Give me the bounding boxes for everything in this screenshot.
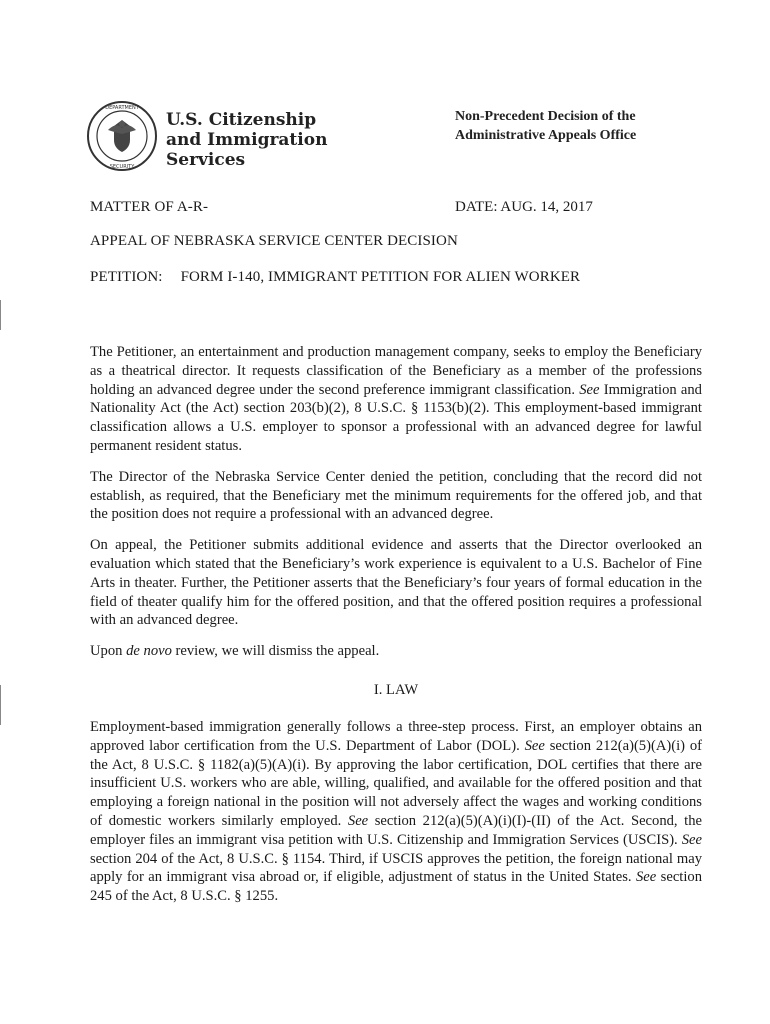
petition-value: FORM I-140, IMMIGRANT PETITION FOR ALIEN WORKER: [180, 269, 581, 285]
paragraph: The Director of the Nebraska Service Center denied the petition, concluding that the record did not establish, as required, that the Beneficiary met the minimum requirements for the offered job, and that the position does not require a professional with an advanced degree.: [90, 468, 702, 523]
svg-text:DEPARTMENT: DEPARTMENT: [105, 105, 139, 111]
agency-line: and Immigration: [166, 130, 328, 150]
paragraph: On appeal, the Petitioner submits additional evidence and asserts that the Director overlooked an evaluation which stated that the Beneficiary’s work experience is equivalent to a U.S. Bachelor of Fine Arts in theater. Further, the Petitioner asserts that the Beneficiary’s four years of formal education in the field of theater qualify him for the offered position, and that the offered position requires a professional with an advanced degree.: [90, 537, 702, 629]
decision-body: [90, 343, 702, 673]
decision-date: DATE: AUG. 14, 2017: [455, 199, 593, 215]
decision-type: [455, 107, 636, 145]
svg-text:SECURITY: SECURITY: [109, 164, 135, 170]
petition-line: [90, 269, 580, 286]
paragraph: Employment-based immigration generally follows a three-step process. First, an employer obtains an approved labor certification from the U.S. Department of Labor (DOL). See section 212(a)(5)(A)(i) of the Act, 8 U.S.C. § 1182(a)(5)(A)(i). By approving the labor certification, DOL certifies that there are insufficient U.S. workers who are able, willing, qualified, and available for the offered position and that employing a foreign national in the position will not adversely affect the wages and working conditions of domestic workers similarly employed. See section 212(a)(5)(A)(i)(I)-(II) of the Act. Second, the employer files an immigrant visa petition with U.S. Citizenship and Immigration Services (USCIS). See section 204 of the Act, 8 U.S.C. § 1154. Third, if USCIS approves the petition, the foreign national may apply for an immigrant visa abroad or, if eligible, adjustment of status in the United States. See section 245 of the Act, 8 U.S.C. § 1255.: [90, 719, 702, 905]
decision-line: Administrative Appeals Office: [455, 128, 637, 143]
matter-of: MATTER OF A-R-: [90, 199, 209, 215]
scan-edge-mark: [0, 685, 1, 725]
dhs-seal-icon: [86, 100, 158, 172]
petition-label: PETITION:: [90, 269, 163, 285]
decision-line: Non-Precedent Decision of the: [455, 109, 636, 124]
law-section-body: [90, 718, 702, 918]
scan-edge-mark: [0, 300, 1, 330]
paragraph: The Petitioner, an entertainment and production management company, seeks to employ the Beneficiary as a theatrical director. It requests classification of the Beneficiary as a member of the professions holding an advanced degree under the second preference immigrant classification. See Immigration and Nationality Act (the Act) section 203(b)(2), 8 U.S.C. § 1153(b)(2). This employment-based immigrant classification allows a U.S. employer to sponsor a professional with an advanced degree for lawful permanent resident status.: [90, 344, 702, 454]
appeal-line: APPEAL OF NEBRASKA SERVICE CENTER DECISION: [90, 233, 458, 249]
agency-name: [166, 110, 327, 170]
section-heading: I. LAW: [373, 682, 419, 698]
agency-line: U.S. Citizenship: [166, 110, 317, 130]
paragraph: Upon de novo review, we will dismiss the appeal.: [90, 643, 380, 660]
agency-line: Services: [166, 150, 246, 170]
